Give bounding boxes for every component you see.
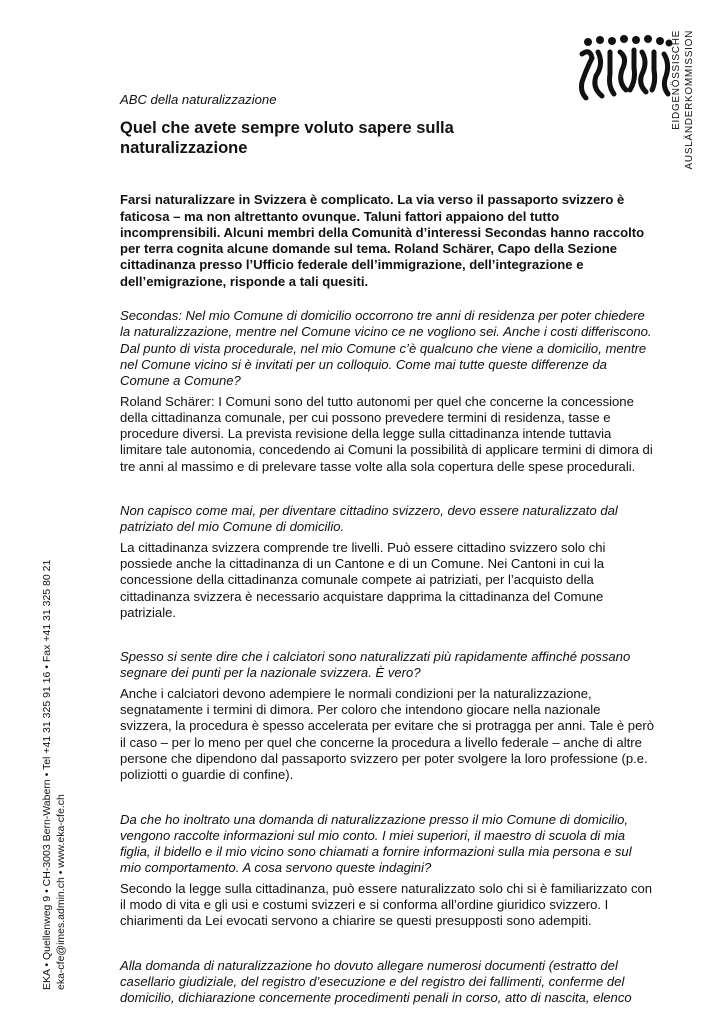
question-2: Non capisco come mai, per diventare cittadino svizzero, devo essere naturalizzato dal patriziato del mio Comune di domicilio. bbox=[120, 503, 618, 535]
question-3: Spesso si sente dire che i calciatori sono naturalizzati più rapidamente affinché possano segnare dei punti per la nazionale svizzera. È vero? bbox=[120, 649, 631, 681]
answer-3: Anche i calciatori devono adempiere le normali condizioni per la naturalizzazione, segnatamente i termini di dimora. Per coloro che intendono giocare nella nazionale svizzera, la procedura è spesso accelerata per evitare che si protragga per anni. Tale è però il caso – per lo meno per quel che concerne la procedura a livello federale – anche di altre persone che dipendono dal passaporto svizzero per poter svolgere la loro professione (p.e. poliziotti o guardie di confine). bbox=[120, 685, 654, 783]
question-1: Secondas: Nel mio Comune di domicilio occorrono tre anni di residenza per poter chiedere la naturalizzazione, mentre nel Comune vicino ce ne vogliono sei. Anche i costi differiscono. Dal punto di vista procedurale, nel mio Comune c’è qualcuno che viene a domicilio, mentre nel Comune vicino si è invitati per un colloquio. Come mai tutte queste differenze da Comune a Comune? bbox=[120, 308, 652, 389]
answer-2: La cittadinanza svizzera comprende tre livelli. Può essere cittadino svizzero solo chi possiede anche la cittadinanza di un Cantone e di un Comune. Nei Cantoni in cui la concessione della cittadinanza comunale compete ai patriziati, per l’acquisto della cittadinanza svizzera è necessario acquistare dapprima la cittadinanza del Comune patriziale. bbox=[120, 539, 606, 620]
organization-name-line-2: AUSLÄNDERKOMMISSION bbox=[684, 30, 695, 170]
question-4: Da che ho inoltrato una domanda di naturalizzazione presso il mio Comune di domicilio, vengono raccolte informazioni sul mio conto. I miei superiori, il maestro di scuola di mia figlia, il bidello e il mio vicino sono chiamati a fornire informazioni sulla mia persona e sul mio comportamento. A cosa servono queste indagini? bbox=[120, 811, 632, 876]
contact-line: eka-cfe@imes.admin.ch • www.eka-cfe.ch bbox=[55, 794, 67, 990]
document-body bbox=[120, 92, 655, 1010]
answer-1: Roland Schärer: I Comuni sono del tutto autonomi per quel che concerne la concessione della cittadinanza comunale, per cui possono prevedere termini di residenza, tasse e procedure diversi. La prevista revisione della legge sulla cittadinanza intende tuttavia limitare tale autonomia, concedendo ai Comuni la possibilità di applicare termini di dimora di tre anni al massimo e di prelevare tasse volte alla sola copertura delle spese procedurali. bbox=[120, 393, 653, 474]
series-title: ABC della naturalizzazione bbox=[120, 92, 277, 107]
lead-paragraph: Farsi naturalizzare in Svizzera è complicato. La via verso il passaporto svizzero è faticosa – ma non altrettanto ovunque. Taluni fattori appaiono del tutto incomprensibili. Alcuni membri della Comunità d’interessi Secondas hanno raccolto per terra cognita alcune domande sul tema. Roland Schärer, Capo della Sezione cittadinanza presso l’Ufficio federale dell’immigrazione, dell’integrazione e dell’emigrazione, risponde a tali quesiti. bbox=[120, 192, 645, 289]
organization-name bbox=[670, 30, 700, 210]
sidebar-address bbox=[40, 490, 90, 1000]
page-title: Quel che avete sempre voluto sapere sulla naturalizzazione bbox=[120, 119, 454, 158]
question-5: Alla domanda di naturalizzazione ho dovuto allegare numerosi documenti (estratto del casellario giudiziale, del registro d’esecuzione e del registro dei fallimenti, conferme del domicilio, dichiarazione concernente procedimenti penali in corso, atto di nascita, elenco bbox=[120, 957, 632, 1006]
organization-name-line-1: EIDGENÖSSISCHE bbox=[671, 30, 682, 130]
answer-4: Secondo la legge sulla cittadinanza, può essere naturalizzato solo chi si è familiarizzato con il modo di vita e gli usi e costumi svizzeri e si conforma all’ordine giuridico svizzero. I chiarimenti da Lei evocati servono a chiarire se questi presupposti sono adempiti. bbox=[120, 880, 653, 929]
address-line: EKA • Quellenweg 9 • CH-3003 Bern-Wabern • Tel +41 31 325 91 16 • Fax +41 31 325 80 21 bbox=[41, 559, 53, 990]
